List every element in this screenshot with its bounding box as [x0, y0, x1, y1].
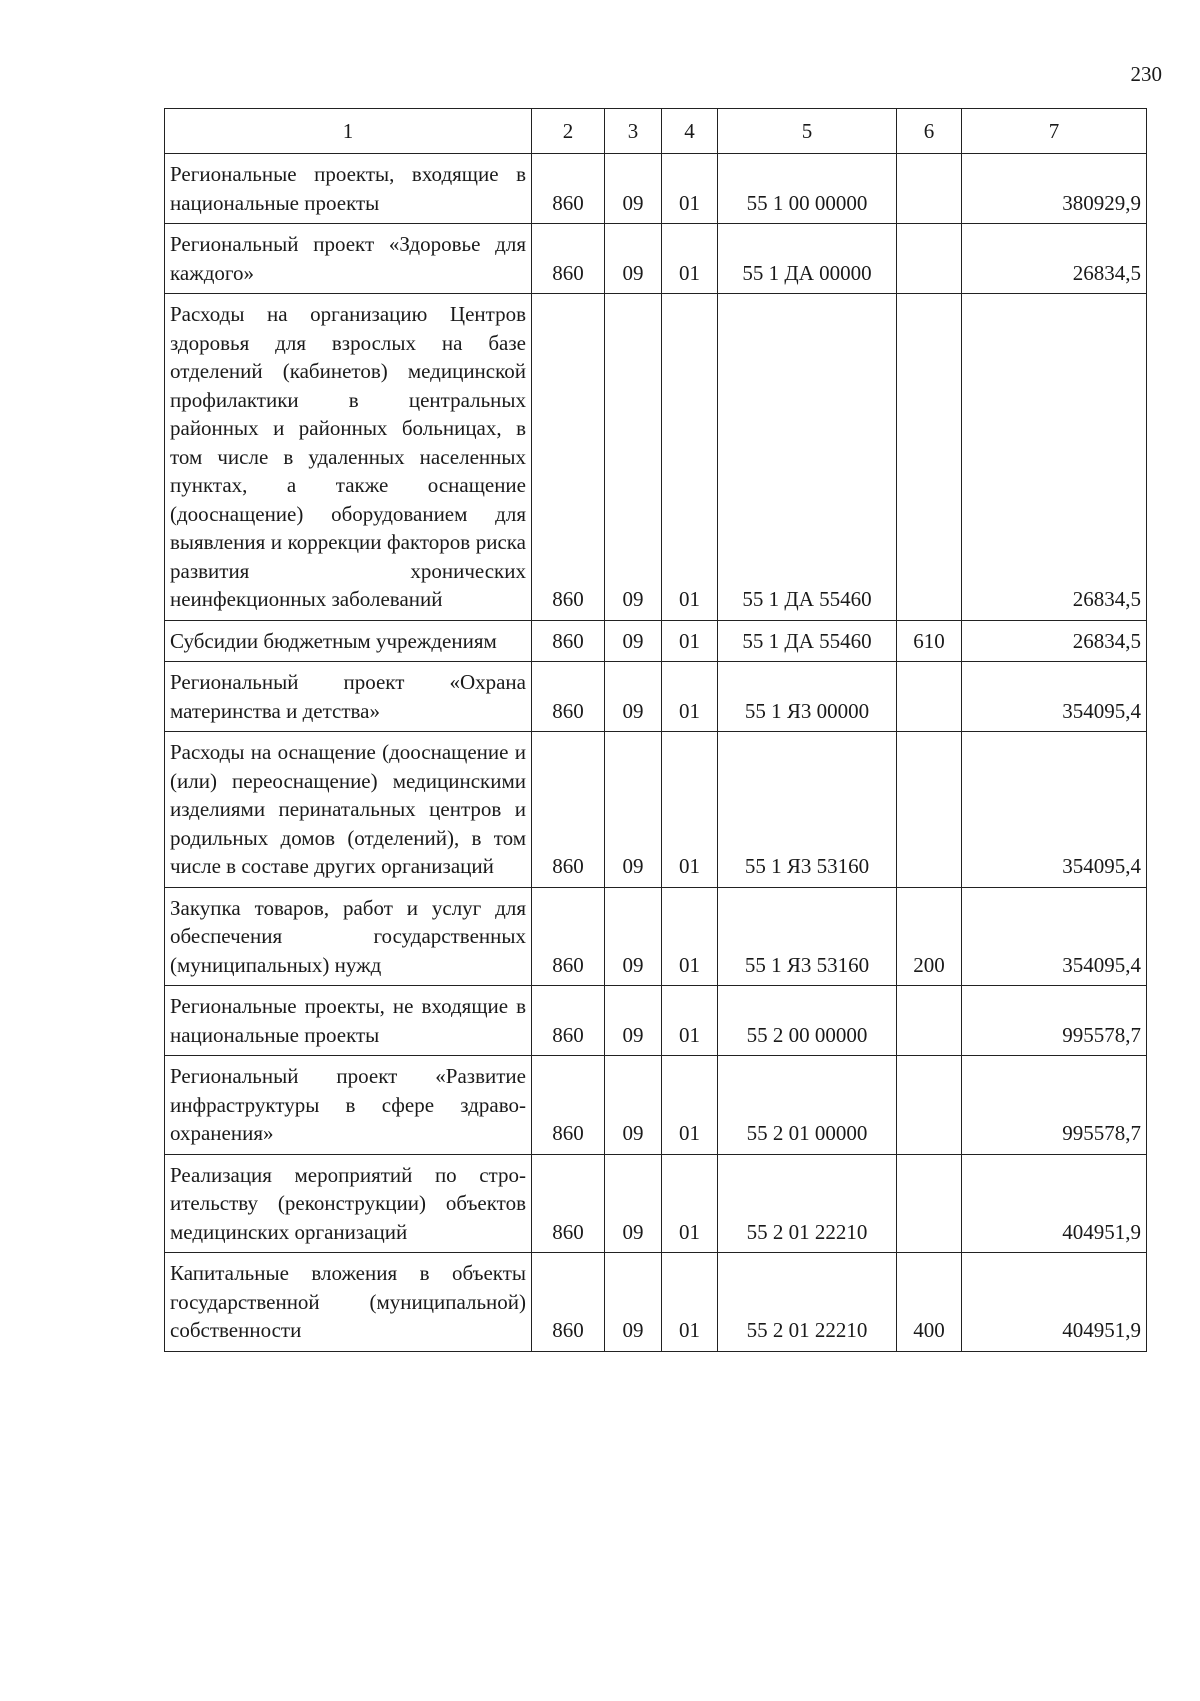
subsection-code-cell: 01 — [662, 224, 718, 294]
amount-cell: 26834,5 — [962, 620, 1147, 662]
subsection-code-cell: 01 — [662, 986, 718, 1056]
table-row — [165, 1154, 1147, 1253]
target-article-cell: 55 2 01 22210 — [718, 1253, 897, 1352]
expense-type-cell: 200 — [897, 887, 962, 986]
target-article-cell: 55 1 ДА 55460 — [718, 620, 897, 662]
amount-cell: 354095,4 — [962, 732, 1147, 888]
item-name-cell: Региональные проекты, не входящие в национальные проекты — [165, 986, 532, 1056]
admin-code-cell: 860 — [532, 620, 605, 662]
table-row — [165, 620, 1147, 662]
table-row — [165, 887, 1147, 986]
expense-type-cell: 610 — [897, 620, 962, 662]
section-code-cell: 09 — [605, 887, 662, 986]
expense-type-cell: 400 — [897, 1253, 962, 1352]
amount-cell: 995578,7 — [962, 1056, 1147, 1155]
amount-cell: 995578,7 — [962, 986, 1147, 1056]
admin-code-cell: 860 — [532, 294, 605, 621]
subsection-code-cell: 01 — [662, 154, 718, 224]
table-row — [165, 224, 1147, 294]
subsection-code-cell: 01 — [662, 1253, 718, 1352]
item-name-cell: Субсидии бюджетным учреждениям — [165, 620, 532, 662]
target-article-cell: 55 1 Я3 00000 — [718, 662, 897, 732]
section-code-cell: 09 — [605, 224, 662, 294]
admin-code-cell: 860 — [532, 662, 605, 732]
target-article-cell: 55 1 ДА 55460 — [718, 294, 897, 621]
subsection-code-cell: 01 — [662, 1154, 718, 1253]
item-name-cell: Региональный проект «Здоровье для каждого» — [165, 224, 532, 294]
section-code-cell: 09 — [605, 986, 662, 1056]
table-row — [165, 154, 1147, 224]
admin-code-cell: 860 — [532, 224, 605, 294]
table-row — [165, 1056, 1147, 1155]
section-code-cell: 09 — [605, 620, 662, 662]
target-article-cell: 55 2 00 00000 — [718, 986, 897, 1056]
item-name-cell: Закупка товаров, работ и услуг для обеспечения государственных (муниципальных) нужд — [165, 887, 532, 986]
amount-cell: 354095,4 — [962, 662, 1147, 732]
target-article-cell: 55 1 Я3 53160 — [718, 887, 897, 986]
table-row — [165, 986, 1147, 1056]
column-header: 3 — [605, 109, 662, 154]
item-name-cell: Региональный проект «Охрана материнства и детства» — [165, 662, 532, 732]
subsection-code-cell: 01 — [662, 732, 718, 888]
column-header: 7 — [962, 109, 1147, 154]
item-name-cell: Расходы на оснащение (дооснaщение и (или) переоснащение) медицинскими изделиями перинатальных центров и родильных домов (отделений), в том числе в составе других организаций — [165, 732, 532, 888]
admin-code-cell: 860 — [532, 1253, 605, 1352]
admin-code-cell: 860 — [532, 1154, 605, 1253]
item-name-cell: Региональные проекты, входящие в национальные проекты — [165, 154, 532, 224]
admin-code-cell: 860 — [532, 732, 605, 888]
table-row — [165, 732, 1147, 888]
table-row — [165, 1253, 1147, 1352]
header-row — [165, 109, 1147, 154]
section-code-cell: 09 — [605, 1154, 662, 1253]
subsection-code-cell: 01 — [662, 294, 718, 621]
target-article-cell: 55 2 01 22210 — [718, 1154, 897, 1253]
subsection-code-cell: 01 — [662, 1056, 718, 1155]
expense-type-cell — [897, 1056, 962, 1155]
admin-code-cell: 860 — [532, 154, 605, 224]
expense-type-cell — [897, 154, 962, 224]
amount-cell: 404951,9 — [962, 1154, 1147, 1253]
section-code-cell: 09 — [605, 294, 662, 621]
table-row — [165, 294, 1147, 621]
item-name-cell: Капитальные вложения в объекты государственной (муниципальной) собственности — [165, 1253, 532, 1352]
expense-type-cell — [897, 1154, 962, 1253]
item-name-cell: Расходы на организацию Центров здоровья для взрослых на базе отделений (кабинетов) медицинской профилактики в центральных районных и районных больницах, в том числе в удаленных населенных пунктах, а также оснащение (дооснащение) оборудованием для выявления и коррекции факторов риска развития хронических неинфекционных заболеваний — [165, 294, 532, 621]
page-number: 230 — [1130, 62, 1162, 86]
target-article-cell: 55 1 ДА 00000 — [718, 224, 897, 294]
table-row — [165, 662, 1147, 732]
expense-type-cell — [897, 662, 962, 732]
subsection-code-cell: 01 — [662, 662, 718, 732]
subsection-code-cell: 01 — [662, 887, 718, 986]
target-article-cell: 55 1 Я3 53160 — [718, 732, 897, 888]
admin-code-cell: 860 — [532, 887, 605, 986]
expense-type-cell — [897, 294, 962, 621]
admin-code-cell: 860 — [532, 1056, 605, 1155]
section-code-cell: 09 — [605, 154, 662, 224]
amount-cell: 380929,9 — [962, 154, 1147, 224]
column-header: 2 — [532, 109, 605, 154]
target-article-cell: 55 2 01 00000 — [718, 1056, 897, 1155]
subsection-code-cell: 01 — [662, 620, 718, 662]
section-code-cell: 09 — [605, 662, 662, 732]
amount-cell: 26834,5 — [962, 224, 1147, 294]
item-name-cell: Реализация мероприятий по строительству (реконструкции) объектов медицинских организаций — [165, 1154, 532, 1253]
expense-type-cell — [897, 732, 962, 888]
expense-type-cell — [897, 224, 962, 294]
column-header: 1 — [165, 109, 532, 154]
target-article-cell: 55 1 00 00000 — [718, 154, 897, 224]
section-code-cell: 09 — [605, 732, 662, 888]
amount-cell: 404951,9 — [962, 1253, 1147, 1352]
amount-cell: 354095,4 — [962, 887, 1147, 986]
amount-cell: 26834,5 — [962, 294, 1147, 621]
section-code-cell: 09 — [605, 1253, 662, 1352]
expense-type-cell — [897, 986, 962, 1056]
column-header: 4 — [662, 109, 718, 154]
budget-table — [164, 108, 1147, 1352]
item-name-cell: Региональный проект «Развитие инфраструктуры в сфере здравоохранения» — [165, 1056, 532, 1155]
admin-code-cell: 860 — [532, 986, 605, 1056]
column-header: 5 — [718, 109, 897, 154]
section-code-cell: 09 — [605, 1056, 662, 1155]
column-header: 6 — [897, 109, 962, 154]
